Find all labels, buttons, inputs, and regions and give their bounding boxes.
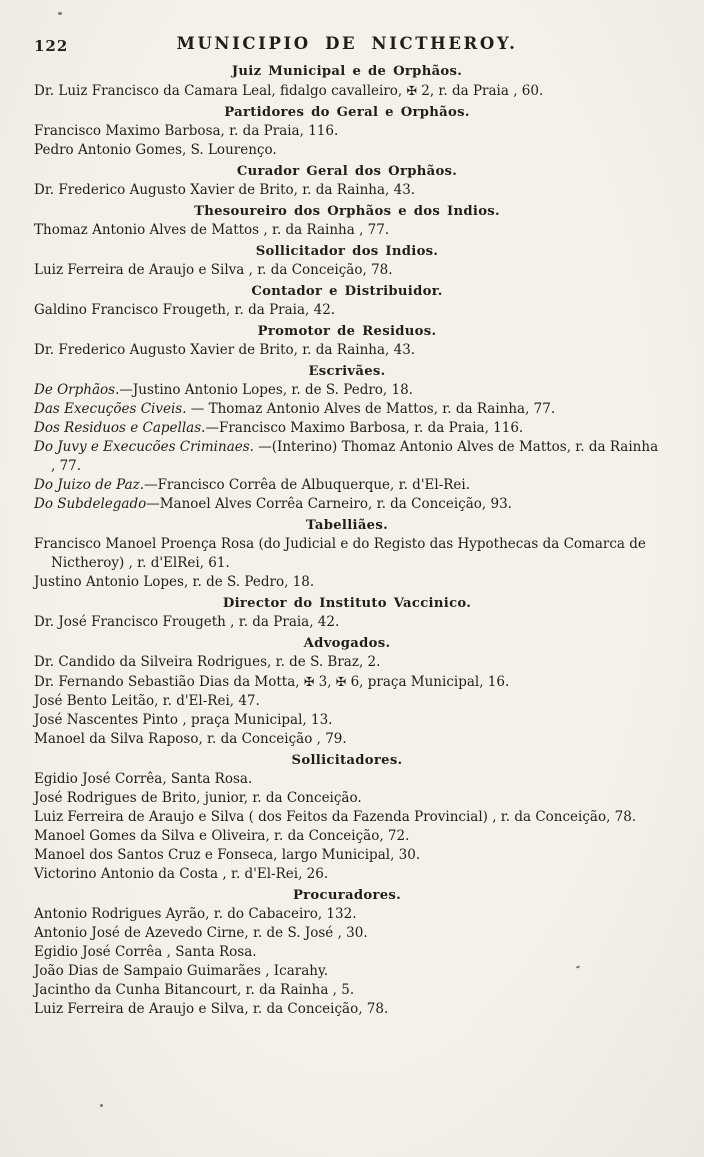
- entry-text: Das Execuções Civeis.: [34, 401, 191, 417]
- entry-text: —Manoel Alves Corrêa Carneiro, r. da Conceição, 93.: [146, 496, 512, 512]
- entry-text: 6, praça Municipal, 16.: [346, 674, 510, 690]
- entry-line: [34, 122, 660, 141]
- entry-line: [34, 672, 660, 692]
- entry-line: [34, 613, 660, 632]
- entry-text: Thomaz Antonio Alves de Mattos , r. da Rainha , 77.: [34, 222, 390, 238]
- entry-text: Do Juvy e Execucões Criminaes.: [34, 439, 259, 455]
- entry-line: [34, 905, 660, 924]
- section-heading: Procuradores.: [292, 888, 402, 903]
- section-heading: Juiz Municipal e de Orphãos.: [231, 64, 463, 79]
- entry-line: [34, 692, 660, 711]
- entry-line: [34, 476, 660, 495]
- entry-line: [34, 341, 660, 360]
- entry-line: [34, 653, 660, 672]
- entry-text: Do Subdelegado: [34, 496, 147, 512]
- entry-text: Luiz Ferreira de Araujo e Silva, r. da Conceição, 78.: [34, 1001, 389, 1017]
- section-heading: Partidores do Geral e Orphãos.: [224, 105, 470, 120]
- entry-text: Egidio José Corrêa , Santa Rosa.: [34, 944, 257, 960]
- entry-line: [34, 808, 660, 827]
- entry-text: Egidio José Corrêa, Santa Rosa.: [34, 771, 253, 787]
- entry-text: José Nascentes Pinto , praça Municipal, 13.: [34, 712, 333, 728]
- entry-text: Dr. José Francisco Frougeth , r. da Praia, 42.: [34, 614, 340, 630]
- section-heading: Curador Geral dos Orphãos.: [236, 164, 458, 179]
- entry-text: De Orphãos.: [34, 382, 120, 398]
- entry-text: Francisco Manoel Proença Rosa (do Judicial e do Registo das Hypothecas da Comarca de Nictheroy) , r. d'ElRei, 61.: [34, 536, 646, 571]
- order-cross-icon: ✠: [303, 674, 315, 689]
- entry-text: —Francisco Corrêa de Albuquerque, r. d'El-Rei.: [144, 477, 471, 493]
- entry-line: [34, 261, 660, 280]
- section-heading: Contador e Distribuidor.: [251, 284, 443, 299]
- entry-text: Victorino Antonio da Costa , r. d'El-Rei, 26.: [34, 866, 329, 882]
- entry-text: Manoel dos Santos Cruz e Fonseca, largo Municipal, 30.: [34, 847, 421, 863]
- entry-line: [34, 141, 660, 160]
- section-heading: Sollicitador dos Indios.: [255, 244, 439, 259]
- entry-line: [34, 962, 660, 981]
- entry-text: José Rodrigues de Brito, junior, r. da Conceição.: [34, 790, 362, 806]
- entry-line: [34, 770, 660, 789]
- entry-line: [34, 221, 660, 240]
- entry-line: [34, 438, 660, 476]
- entry-text: Luiz Ferreira de Araujo e Silva , r. da Conceição, 78.: [34, 262, 393, 278]
- entry-line: [34, 573, 660, 592]
- entry-line: [34, 495, 660, 514]
- entry-line: [34, 301, 660, 320]
- section-heading: Director do Instituto Vaccinico.: [222, 596, 472, 611]
- entry-text: Manoel da Silva Raposo, r. da Conceição , 79.: [34, 731, 347, 747]
- document-sections: [34, 64, 660, 1019]
- entry-text: Antonio José de Azevedo Cirne, r. de S. José , 30.: [34, 925, 368, 941]
- entry-text: Antonio Rodrigues Ayrão, r. do Cabaceiro, 132.: [34, 906, 357, 922]
- entry-text: Francisco Maximo Barbosa, r. da Praia, 116.: [34, 123, 339, 139]
- section-heading: Escrivães.: [308, 364, 386, 379]
- entry-text: Justino Antonio Lopes, r. de S. Pedro, 18.: [34, 574, 315, 590]
- entry-text: Pedro Antonio Gomes, S. Lourenço.: [34, 142, 277, 158]
- entry-line: [34, 535, 660, 573]
- entry-text: Dr. Candido da Silveira Rodrigues, r. de S. Braz, 2.: [34, 654, 381, 670]
- section-heading: Sollicitadores.: [291, 753, 403, 768]
- entry-line: [34, 81, 660, 101]
- entry-text: José Bento Leitão, r. d'El-Rei, 47.: [34, 693, 260, 709]
- entry-line: [34, 865, 660, 884]
- section-heading: Thesoureiro dos Orphãos e dos Indios.: [194, 204, 500, 219]
- entry-line: [34, 381, 660, 400]
- entry-line: [34, 1000, 660, 1019]
- page-number: 122: [34, 37, 69, 55]
- order-cross-icon: ✠: [406, 83, 417, 98]
- entry-line: [34, 943, 660, 962]
- entry-text: Manoel Gomes da Silva e Oliveira, r. da Conceição, 72.: [34, 828, 410, 844]
- entry-text: —Justino Antonio Lopes, r. de S. Pedro, 18.: [119, 382, 413, 398]
- entry-line: [34, 419, 660, 438]
- entry-text: João Dias de Sampaio Guimarães , Icarahy.: [34, 963, 329, 979]
- entry-line: [34, 711, 660, 730]
- entry-text: Do Juizo de Paz.: [34, 477, 145, 493]
- scan-artifact: [100, 1104, 103, 1107]
- section-heading: Advogados.: [303, 636, 391, 651]
- entry-line: [34, 181, 660, 200]
- entry-text: Dr. Fernando Sebastião Dias da Motta,: [34, 674, 304, 690]
- entry-text: 2, r. da Praia , 60.: [416, 83, 544, 99]
- entry-text: —Francisco Maximo Barbosa, r. da Praia, 116.: [205, 420, 524, 436]
- section-heading: Promotor de Residuos.: [257, 324, 437, 339]
- entry-line: [34, 981, 660, 1000]
- entry-text: Jacintho da Cunha Bitancourt, r. da Rainha , 5.: [34, 982, 355, 998]
- scan-artifact: [58, 12, 62, 15]
- entry-text: Galdino Francisco Frougeth, r. da Praia, 42.: [34, 302, 336, 318]
- entry-text: Dr. Frederico Augusto Xavier de Brito, r. da Rainha, 43.: [34, 182, 416, 198]
- entry-line: [34, 846, 660, 865]
- entry-text: 3,: [314, 674, 336, 690]
- entry-text: — Thomaz Antonio Alves de Mattos, r. da Rainha, 77.: [190, 401, 556, 417]
- entry-text: Luiz Ferreira de Araujo e Silva ( dos Feitos da Fazenda Provincial) , r. da Conceição, 78.: [34, 809, 637, 825]
- entry-text: Dos Residuos e Capellas.: [34, 420, 206, 436]
- entry-line: [34, 400, 660, 419]
- page-header: [34, 34, 660, 60]
- page-title: MUNICIPIO DE NICTHEROY.: [176, 34, 518, 53]
- entry-text: Dr. Frederico Augusto Xavier de Brito, r. da Rainha, 43.: [34, 342, 416, 358]
- entry-text: —(Interino) Thomaz Antonio Alves de Mattos, r. da Rainha , 77.: [51, 439, 659, 474]
- entry-text: Dr. Luiz Francisco da Camara Leal, fidalgo cavalleiro,: [34, 83, 407, 99]
- section-heading: Tabelliães.: [306, 518, 388, 533]
- entry-line: [34, 730, 660, 749]
- entry-line: [34, 827, 660, 846]
- order-cross-icon: ✠: [335, 674, 347, 689]
- entry-line: [34, 789, 660, 808]
- entry-line: [34, 924, 660, 943]
